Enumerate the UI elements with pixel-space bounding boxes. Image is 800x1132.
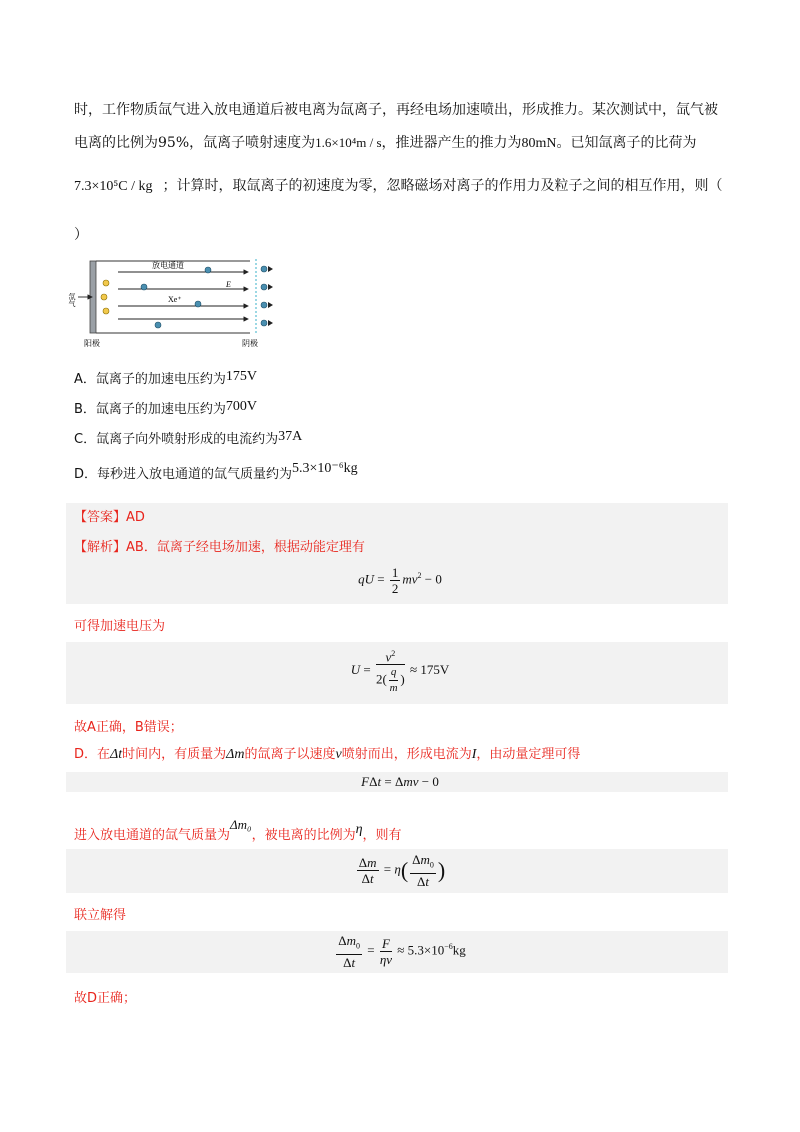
gas-atom — [103, 308, 109, 314]
analysis-intro: 【解析】AB．氙离子经电场加速，根据动能定理有 — [74, 540, 365, 555]
ion — [141, 284, 147, 290]
cathode-label: 阴极 — [242, 339, 258, 348]
ion — [261, 284, 267, 290]
ion — [261, 302, 267, 308]
question-line-3: 7.3×10⁵C / kg ；计算时，取氙离子的初速度为零，忽略磁场对离子的作用力及粒子之间的相互作用，则（ — [74, 178, 723, 194]
thruster-diagram — [70, 255, 280, 350]
text-d-intro: D．在Δt时间内，有质量为Δm的氙离子以速度v喷射而出，形成电流为I，由动量定理可得 — [74, 747, 581, 762]
ion — [261, 320, 267, 326]
option-d: D．每秒进入放电通道的氙气质量约为5.3×10⁻⁶kg — [74, 461, 358, 482]
question-line-2: 电离的比例为95%，氙离子喷射速度为1.6×10⁴m / s，推进器产生的推力为80mN。已知氙离子的比荷为 — [74, 135, 697, 151]
equation-1: qU = $\frac{1}{2}$ $mv^2 - 0$ — [358, 565, 442, 596]
option-b: B．氙离子的加速电压约为700V — [74, 399, 258, 417]
question-line-1: 时，工作物质氙气进入放电通道后被电离为氙离子，再经电场加速喷出，形成推力。某次测试中，氙气被 — [74, 102, 718, 118]
question-line-4: ） — [74, 227, 88, 243]
field-label: E — [226, 280, 231, 289]
ion-label: Xe⁺ — [168, 295, 182, 304]
answer-label: 【答案】AD — [74, 510, 145, 525]
ion — [155, 322, 161, 328]
ion — [261, 266, 267, 272]
option-a: A．氙离子的加速电压约为175V — [74, 369, 258, 387]
equation-3: FΔt = Δmv − 0 — [361, 774, 439, 789]
text-ionization: 进入放电通道的氙气质量为Δm₀，被电离的比例为η，则有 — [74, 817, 402, 843]
gas-label: 氙气 — [68, 293, 76, 307]
text-d-correct: 故D正确； — [74, 991, 137, 1006]
channel-label: 放电通道 — [152, 261, 184, 270]
text-combine: 联立解得 — [74, 908, 127, 923]
gas-atom — [101, 294, 107, 300]
equation-5: $\frac{\Delta m_0}{\Delta t}$ = $\frac{F}{\eta v}$ ≈ $5.3\times 10^{-6}kg$ — [338, 933, 466, 970]
option-c: C．氙离子向外喷射形成的电流约为37A — [74, 429, 303, 447]
equation-4: $\frac{\Delta m}{\Delta t}$ = η( $\frac{\Delta m_0}{\Delta t}$ ) — [358, 852, 446, 889]
gas-atom — [103, 280, 109, 286]
ion — [205, 267, 211, 273]
text-accel-voltage: 可得加速电压为 — [74, 619, 166, 634]
text-a-correct: 故A正确，B错误； — [74, 720, 183, 735]
anode-label: 阳极 — [84, 339, 100, 348]
equation-2: U = $v^2$ 2( $\frac{q}{m}$ ) ≈ 175V — [0, 646, 800, 696]
ion — [195, 301, 201, 307]
